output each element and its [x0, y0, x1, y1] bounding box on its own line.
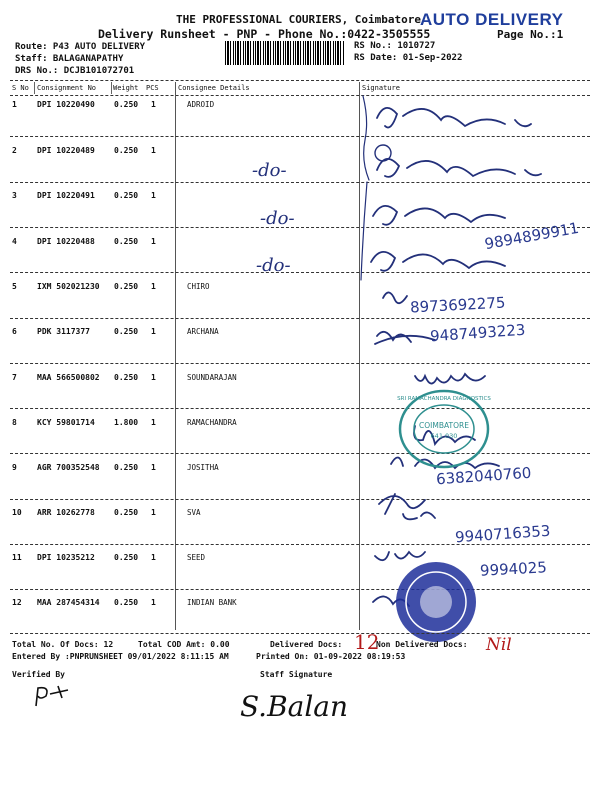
delivered-count: 12: [354, 630, 380, 654]
barcode: [225, 41, 345, 65]
col-divider: [111, 82, 112, 94]
non-delivered-value: Nil: [486, 635, 512, 655]
rs-number: RS No.: 1010727: [354, 41, 436, 51]
row-pcs: 1: [151, 282, 156, 291]
entered-by: Entered By :PNPRUNSHEET 09/01/2022 8:11:15 AM: [12, 652, 229, 661]
staff-signature-label: Staff Signature: [260, 670, 333, 679]
row-pcs: 1: [151, 598, 156, 607]
row-weight: 0.250: [114, 373, 139, 382]
row-consignment-no: DPI 10220491: [37, 191, 95, 200]
row-consignee: SVA: [187, 508, 201, 517]
row-weight: 0.250: [114, 146, 139, 155]
phone-row10: 9940716353: [454, 521, 551, 547]
phone-row11: 9994025: [479, 558, 548, 580]
row-sno: 2: [12, 146, 17, 155]
page-number: Page No.:1: [497, 28, 564, 41]
diagnostics-seal: [396, 388, 492, 470]
row-consignee: ARCHANA: [187, 327, 219, 336]
row-pcs: 1: [151, 237, 156, 246]
row-consignment-no: DPI 10220488: [37, 237, 95, 246]
row-sno: 7: [12, 373, 17, 382]
row-weight: 0.250: [114, 598, 139, 607]
staff-signature: S.Balan: [240, 690, 349, 723]
row-weight: 0.250: [114, 191, 139, 200]
row-consignment-no: DPI 10220489: [37, 146, 95, 155]
printed-on: Printed On: 01-09-2022 08:19:53: [256, 652, 406, 661]
row-consignee: INDIAN BANK: [187, 598, 237, 607]
row-sno: 9: [12, 463, 17, 472]
row-weight: 1.800: [114, 418, 139, 427]
row-consignee: CHIRO: [187, 282, 210, 291]
total-docs: Total No. Of Docs: 12: [12, 640, 114, 649]
ditto-mark: -do-: [256, 255, 291, 276]
row-sno: 11: [12, 553, 22, 562]
row-consignee: RAMACHANDRA: [187, 418, 237, 427]
col-weight: Weight: [113, 84, 139, 92]
row-sno: 1: [12, 100, 17, 109]
row-pcs: 1: [151, 146, 156, 155]
seal-text-pin: 641 030: [430, 432, 458, 440]
delivered-docs-label: Delivered Docs:: [270, 640, 343, 649]
row-weight: 0.250: [114, 327, 139, 336]
row-pcs: 1: [151, 553, 156, 562]
col-sno: S No: [12, 84, 29, 92]
consignee-col-line: [175, 82, 176, 630]
row-consignment-no: AGR 700352548: [37, 463, 100, 472]
drs-number: DRS No.: DCJB101072701: [15, 66, 135, 76]
row-sno: 10: [12, 508, 22, 517]
row-weight: 0.250: [114, 237, 139, 246]
row-weight: 0.250: [114, 282, 139, 291]
verifier-initial: [28, 682, 108, 712]
row-consignment-no: MAA 566500802: [37, 373, 100, 382]
row-consignment-no: MAA 287454314: [37, 598, 100, 607]
row-sno: 8: [12, 418, 17, 427]
row-consignment-no: IXM 502021230: [37, 282, 100, 291]
seal-text-city: COIMBATORE: [419, 421, 469, 430]
row-consignee: SEED: [187, 553, 206, 562]
row-sno: 4: [12, 237, 17, 246]
row-sno: 3: [12, 191, 17, 200]
col-pcs: PCS: [146, 84, 159, 92]
row-sno: 6: [12, 327, 17, 336]
row-sno: 12: [12, 598, 22, 607]
non-delivered-label: Non Delivered Docs:: [376, 640, 468, 649]
row-pcs: 1: [151, 100, 156, 109]
row-consignee: SOUNDARAJAN: [187, 373, 237, 382]
staff-label: Staff: BALAGANAPATHY: [15, 54, 124, 64]
row-weight: 0.250: [114, 100, 139, 109]
row-pcs: 1: [151, 418, 156, 427]
verified-by-label: Verified By: [12, 670, 65, 679]
table-top-rule: [10, 80, 590, 81]
col-consignment: Consignment No: [37, 84, 97, 92]
col-divider: [34, 82, 35, 94]
row-pcs: 1: [151, 373, 156, 382]
runsheet-title: Delivery Runsheet - PNP - Phone No.:0422-3505555: [98, 27, 431, 41]
ditto-mark: -do-: [260, 208, 295, 229]
row-sno: 5: [12, 282, 17, 291]
row-weight: 0.250: [114, 553, 139, 562]
row-pcs: 1: [151, 191, 156, 200]
auto-delivery-stamp: AUTO DELIVERY: [420, 10, 564, 29]
row-consignment-no: DPI 10220490: [37, 100, 95, 109]
row-consignee: ADROID: [187, 100, 215, 109]
route-label: Route: P43 AUTO DELIVERY: [15, 42, 146, 52]
table-bottom-rule: [10, 633, 590, 634]
rs-date: RS Date: 01-Sep-2022: [354, 53, 463, 63]
row-consignee: JOSITHA: [187, 463, 219, 472]
phone-row5: 8973692275: [409, 293, 506, 317]
phone-row6: 9487493223: [429, 320, 526, 346]
row-weight: 0.250: [114, 508, 139, 517]
col-consignee: Consignee Details: [178, 84, 250, 92]
company-title: THE PROFESSIONAL COURIERS, Coimbatore: [176, 13, 422, 26]
seal-text-ring: SRI RAMACHANDRA DIAGNOSTICS: [397, 396, 491, 402]
row-consignment-no: KCY 59801714: [37, 418, 95, 427]
ditto-mark: -do-: [252, 160, 287, 181]
bank-seal: [393, 556, 479, 648]
row-consignment-no: PDK 3117377: [37, 327, 90, 336]
phone-row4: 9894899911: [483, 218, 581, 254]
row-consignment-no: DPI 10235212: [37, 553, 95, 562]
row-pcs: 1: [151, 508, 156, 517]
col-signature: Signature: [362, 84, 400, 92]
row-consignment-no: ARR 10262778: [37, 508, 95, 517]
row-weight: 0.250: [114, 463, 139, 472]
row-pcs: 1: [151, 327, 156, 336]
total-cod: Total COD Amt: 0.00: [138, 640, 230, 649]
row-pcs: 1: [151, 463, 156, 472]
phone-row9: 6382040760: [435, 463, 532, 489]
